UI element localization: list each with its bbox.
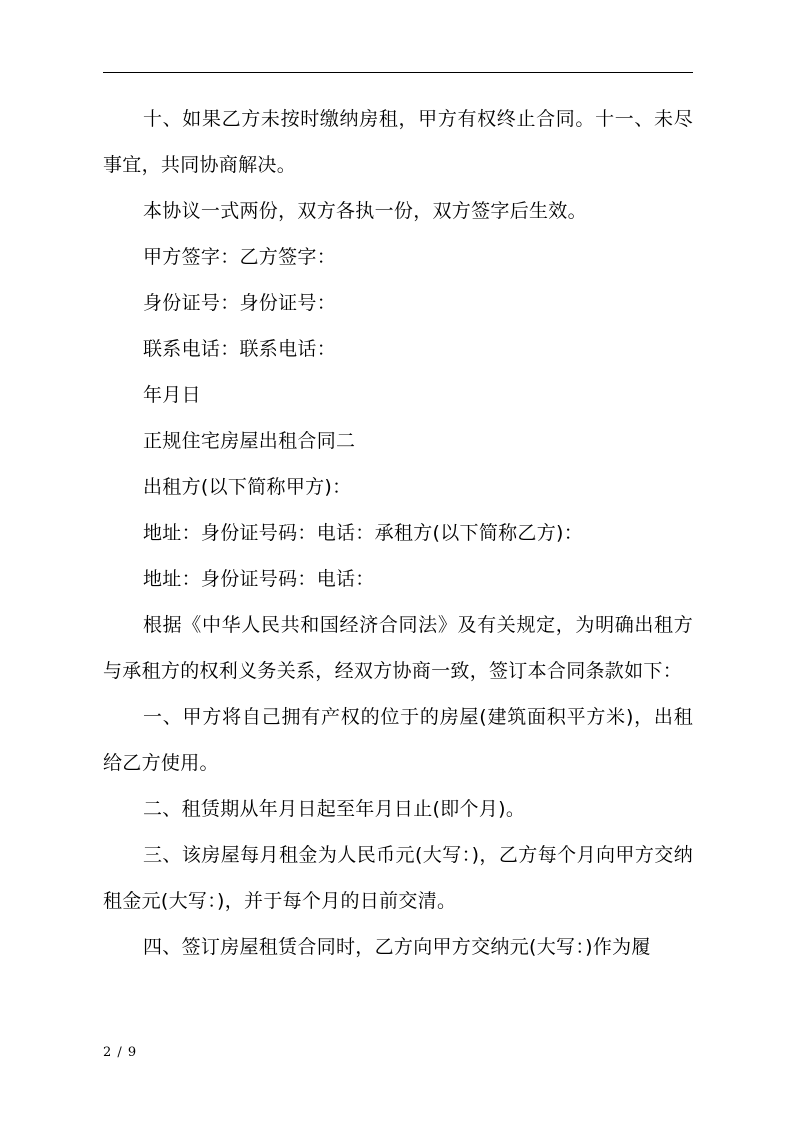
page-number: 2 / 9 xyxy=(103,1045,138,1060)
paragraph-clause-4: 四、签订房屋租赁合同时，乙方向甲方交纳元(大写：)作为履 xyxy=(143,936,651,958)
paragraph-lessor: 出租方(以下简称甲方)： xyxy=(143,476,352,498)
paragraph-clause-2: 二、租赁期从年月日起至年月日止(即个月)。 xyxy=(143,798,526,820)
paragraph-clause-3: 三、该房屋每月租金为人民币元(大写：)，乙方每个月向甲方交纳租金元(大写：)，并于每个月的日前交清。 xyxy=(103,844,693,912)
paragraph-clause-1: 一、甲方将自己拥有产权的位于的房屋(建筑面积平方米)，出租给乙方使用。 xyxy=(103,706,693,774)
paragraph-date: 年月日 xyxy=(143,384,201,406)
paragraph-id-numbers: 身份证号：身份证号： xyxy=(143,292,337,314)
paragraph-contract-title: 正规住宅房屋出租合同二 xyxy=(143,430,356,452)
paragraph-copies: 本协议一式两份，双方各执一份，双方签字后生效。 xyxy=(143,200,587,222)
paragraph-lessee-details: 地址：身份证号码：电话： xyxy=(143,568,375,590)
paragraph-signatures: 甲方签字：乙方签字： xyxy=(143,246,337,268)
paragraph-lessor-details: 地址：身份证号码：电话：承租方(以下简称乙方)： xyxy=(143,522,584,544)
header-rule xyxy=(103,72,693,73)
document-body xyxy=(103,96,693,970)
paragraph-phones: 联系电话：联系电话： xyxy=(143,338,337,360)
paragraph-preamble: 根据《中华人民共和国经济合同法》及有关规定，为明确出租方与承租方的权利义务关系，经双方协商一致，签订本合同条款如下： xyxy=(103,614,693,682)
paragraph-clause-10-11: 十、如果乙方未按时缴纳房租，甲方有权终止合同。十一、未尽事宜，共同协商解决。 xyxy=(103,108,693,176)
